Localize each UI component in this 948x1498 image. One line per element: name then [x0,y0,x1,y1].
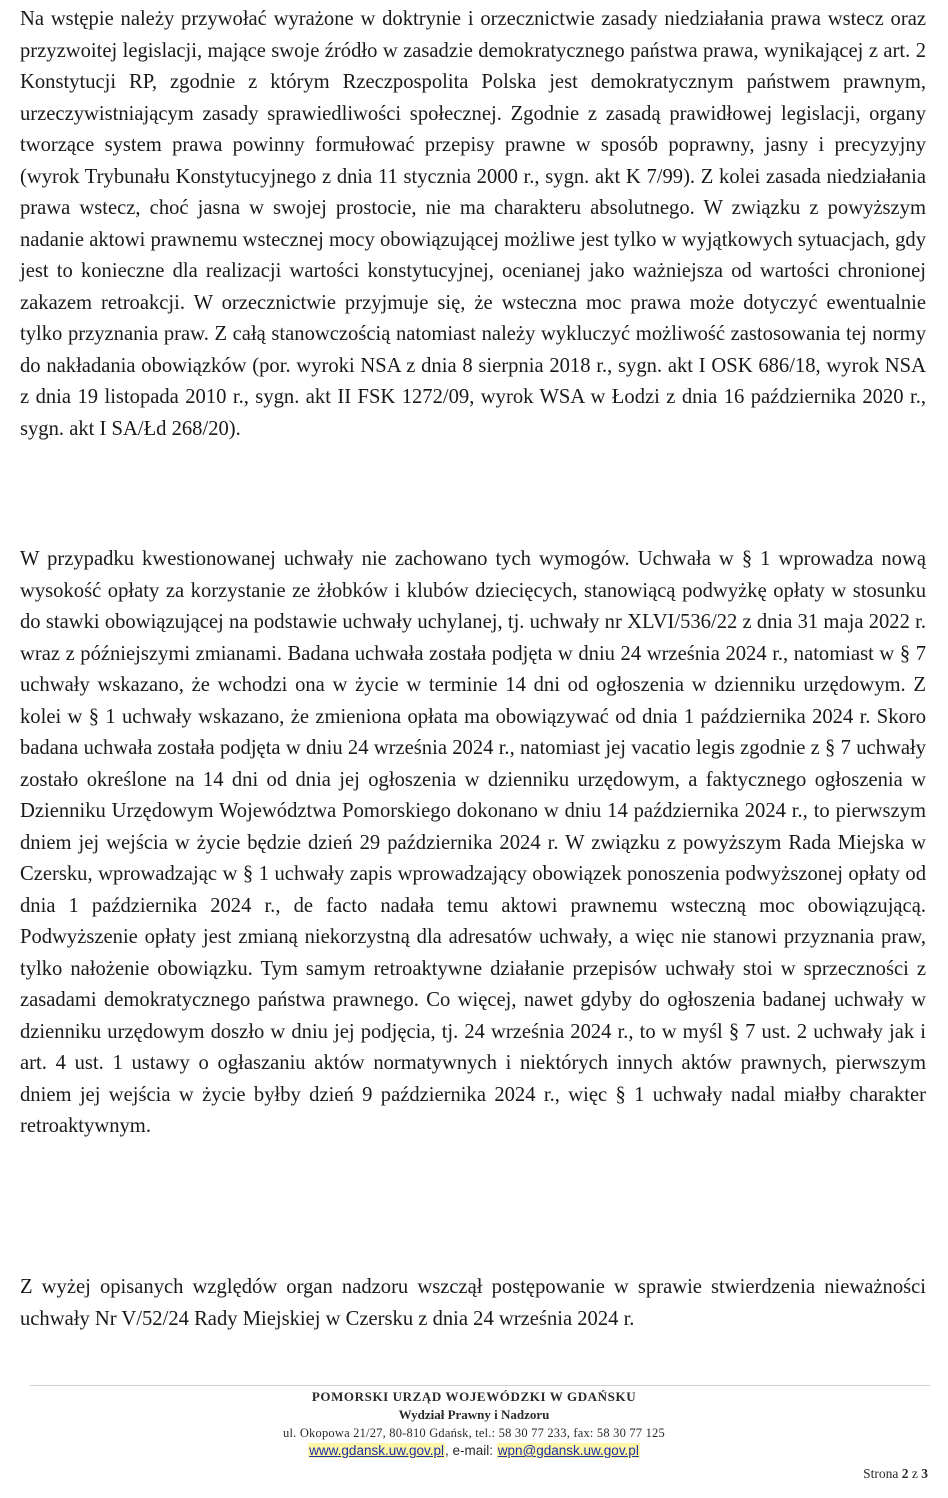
website-link[interactable]: www.gdansk.uw.gov.pl [309,1443,444,1458]
footer-address: ul. Okopowa 21/27, 80-810 Gdańsk, tel.: 58 30 77 233, fax: 58 30 77 125 [283,1426,665,1440]
footer-office-name: POMORSKI URZĄD WOJEWÓDZKI W GDAŃSKU [311,1389,637,1404]
page-number-current: 2 [901,1466,909,1481]
page-number-separator: z [911,1466,918,1481]
body-paragraph-1: Na wstępie należy przywołać wyrażone w doktrynie i orzecznictwie zasady niedziałania prawa wstecz oraz przyzwoitej legislacji, mające swoje źródło w zasadzie demokratycznego państwa prawa, wynikającej z art. 2 Konstytucji RP, zgodnie z którym Rzeczpospolita Polska jest demokratycznym państwem prawnym, urzeczywistniającym zasady sprawiedliwości społecznej. Zgodnie z zasadą prawidłowej legislacji, organy tworzące system prawa powinny formułować przepisy prawne w sposób poprawny, jasny i precyzyjny (wyrok Trybunału Konstytucyjnego z dnia 11 stycznia 2000 r., sygn. akt K 7/99). Z kolei zasada niedziałania prawa wstecz, choć jasna w swojej prostocie, nie ma charakteru absolutnego. W związku z powyższym nadanie aktowi prawnemu wstecznej mocy obowiązującej możliwe jest tylko w wyjątkowych sytuacjach, gdy jest to konieczne dla realizacji wartości konstytucyjnej, ocenianej jako ważniejsza od wartości chronionej zakazem retroakcji. W orzecznictwie przyjmuje się, że wsteczna moc prawa może dotyczyć ewentualnie tylko przyznania praw. Z całą stanowczością natomiast należy wykluczyć możliwość zastosowania tej normy do nakładania obowiązków (por. wyroki NSA z dnia 8 sierpnia 2018 r., sygn. akt I OSK 686/18, wyrok NSA z dnia 19 listopada 2010 r., sygn. akt II FSK 1272/09, wyrok WSA w Łodzi z dnia 16 października 2020 r., sygn. akt I SA/Łd 268/20). [20,8,926,440]
footer-divider [30,1385,930,1386]
page-number-total: 3 [921,1466,928,1481]
letterhead-footer [0,1388,948,1460]
email-link[interactable]: wpn@gdansk.uw.gov.pl [497,1443,639,1458]
page-number [863,1466,928,1482]
body-paragraph-2: W przypadku kwestionowanej uchwały nie zachowano tych wymogów. Uchwała w § 1 wprowadza nową wysokość opłaty za korzystanie ze żłobków i klubów dziecięcych, stanowiącą podwyżkę opłaty w stosunku do stawki obowiązującej na podstawie uchwały uchylanej, tj. uchwały nr XLVI/536/22 z dnia 31 maja 2022 r. wraz z późniejszymi zmianami. Badana uchwała została podjęta w dniu 24 września 2024 r., natomiast w § 7 uchwały wskazano, że wchodzi ona w życie w terminie 14 dni od ogłoszenia w dzienniku urzędowym. Z kolei w § 1 uchwały wskazano, że zmieniona opłata ma obowiązywać od dnia 1 października 2024 r. Skoro badana uchwała została podjęta w dniu 24 września 2024 r., natomiast jej vacatio legis zgodnie z § 7 uchwały zostało określone na 14 dni od dnia jej ogłoszenia w dzienniku urzędowym, a faktycznego ogłoszenia w Dzienniku Urzędowym Województwa Pomorskiego dokonano w dniu 14 października 2024 r., to pierwszym dniem jej wejścia w życie będzie dzień 29 października 2024 r. W związku z powyższym Rada Miejska w Czersku, wprowadzając w § 1 uchwały zapis wprowadzający obowiązek ponoszenia podwyższonej opłaty od dnia 1 października 2024 r., de facto nadała temu aktowi prawnemu wsteczną moc obowiązującą. Podwyższenie opłaty jest zmianą niekorzystną dla adresatów uchwały, a więc nie stanowi przyznania praw, tylko nałożenie obowiązku. Tym samym retroaktywne działanie przepisów uchwały stoi w sprzeczności z zasadami demokratycznego państwa prawnego. Co więcej, nawet gdyby do ogłoszenia badanej uchwały w dzienniku urzędowym doszło w dniu jej podjęcia, tj. 24 września 2024 r., to w myśl § 7 ust. 2 uchwały jak i art. 4 ust. 1 ustawy o ogłaszaniu aktów normatywnych i niektórych innych aktów prawnych, pierwszym dniem jej wejścia w życie byłby dzień 9 października 2024 r., więc § 1 uchwały nadal miałby charakter retroaktywnym. [20,548,926,1137]
body-paragraph-3: Z wyżej opisanych względów organ nadzoru wszczął postępowanie w sprawie stwierdzenia nieważności uchwały Nr V/52/24 Rady Miejskiej w Czersku z dnia 24 września 2024 r. [20,1276,926,1330]
footer-contact-line [0,1442,948,1460]
page-number-prefix: Strona [863,1466,899,1481]
email-label: , e-mail: [445,1443,494,1458]
footer-department: Wydział Prawny i Nadzoru [398,1407,550,1422]
